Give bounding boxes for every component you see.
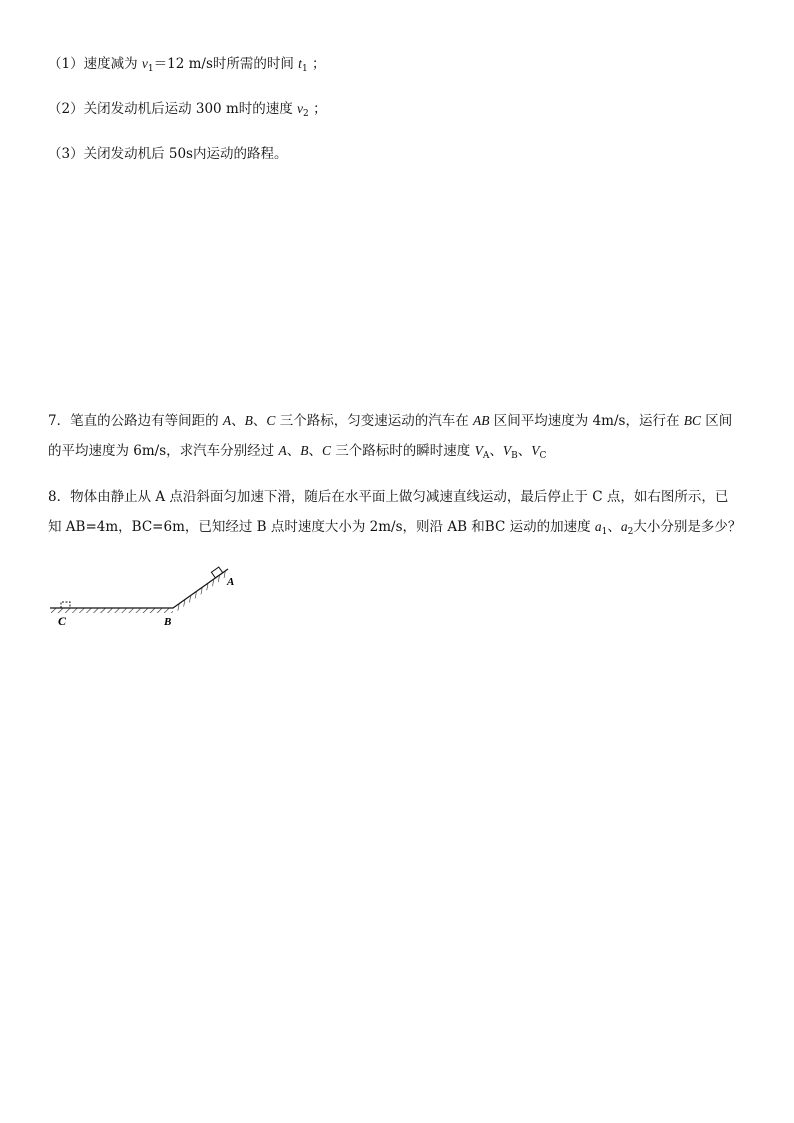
label-c: C (58, 614, 67, 628)
question-8-line-2: 知 AB=4m，BC=6m，已知经过 B 点时速度大小为 2m/s，则沿 AB 和BC 运动的加速度 $a_1$、$a_2$大小分别是多少？ (48, 519, 742, 537)
q6-part3: （3）关闭发动机后 50s内运动的路程。 (48, 146, 288, 162)
question-7-line-2: 的平均速度为 6m/s，求汽车分别经过 A、B、C 三个路标时的瞬时速度 $V_A$、$V_B$、$V_C$ (48, 443, 547, 461)
question-7-line-1: 7．笔直的公路边有等间距的 A、B、C 三个路标，匀变速运动的汽车在 AB 区间平均速度为 4m/s，运行在 BC 区间 (48, 413, 733, 429)
incline-diagram (45, 555, 255, 630)
label-a: A (227, 576, 235, 588)
incline-hatch (173, 570, 230, 612)
q6-part1: （1）速度减为 $v_1=12$ m/s时所需的时间 $t_1$ ； (48, 56, 326, 74)
q6-part2: （2）关闭发动机后运动 300 m时的速度 $v_2$ ； (48, 101, 327, 119)
block-at-c (61, 602, 70, 608)
question-8-line-1: 8．物体由静止从 A 点沿斜面匀加速下滑，随后在水平面上做匀减速直线运动，最后停止于 C 点，如右图所示，已 (48, 489, 729, 505)
label-b: B (164, 616, 172, 628)
ground-hatch (51, 608, 173, 613)
